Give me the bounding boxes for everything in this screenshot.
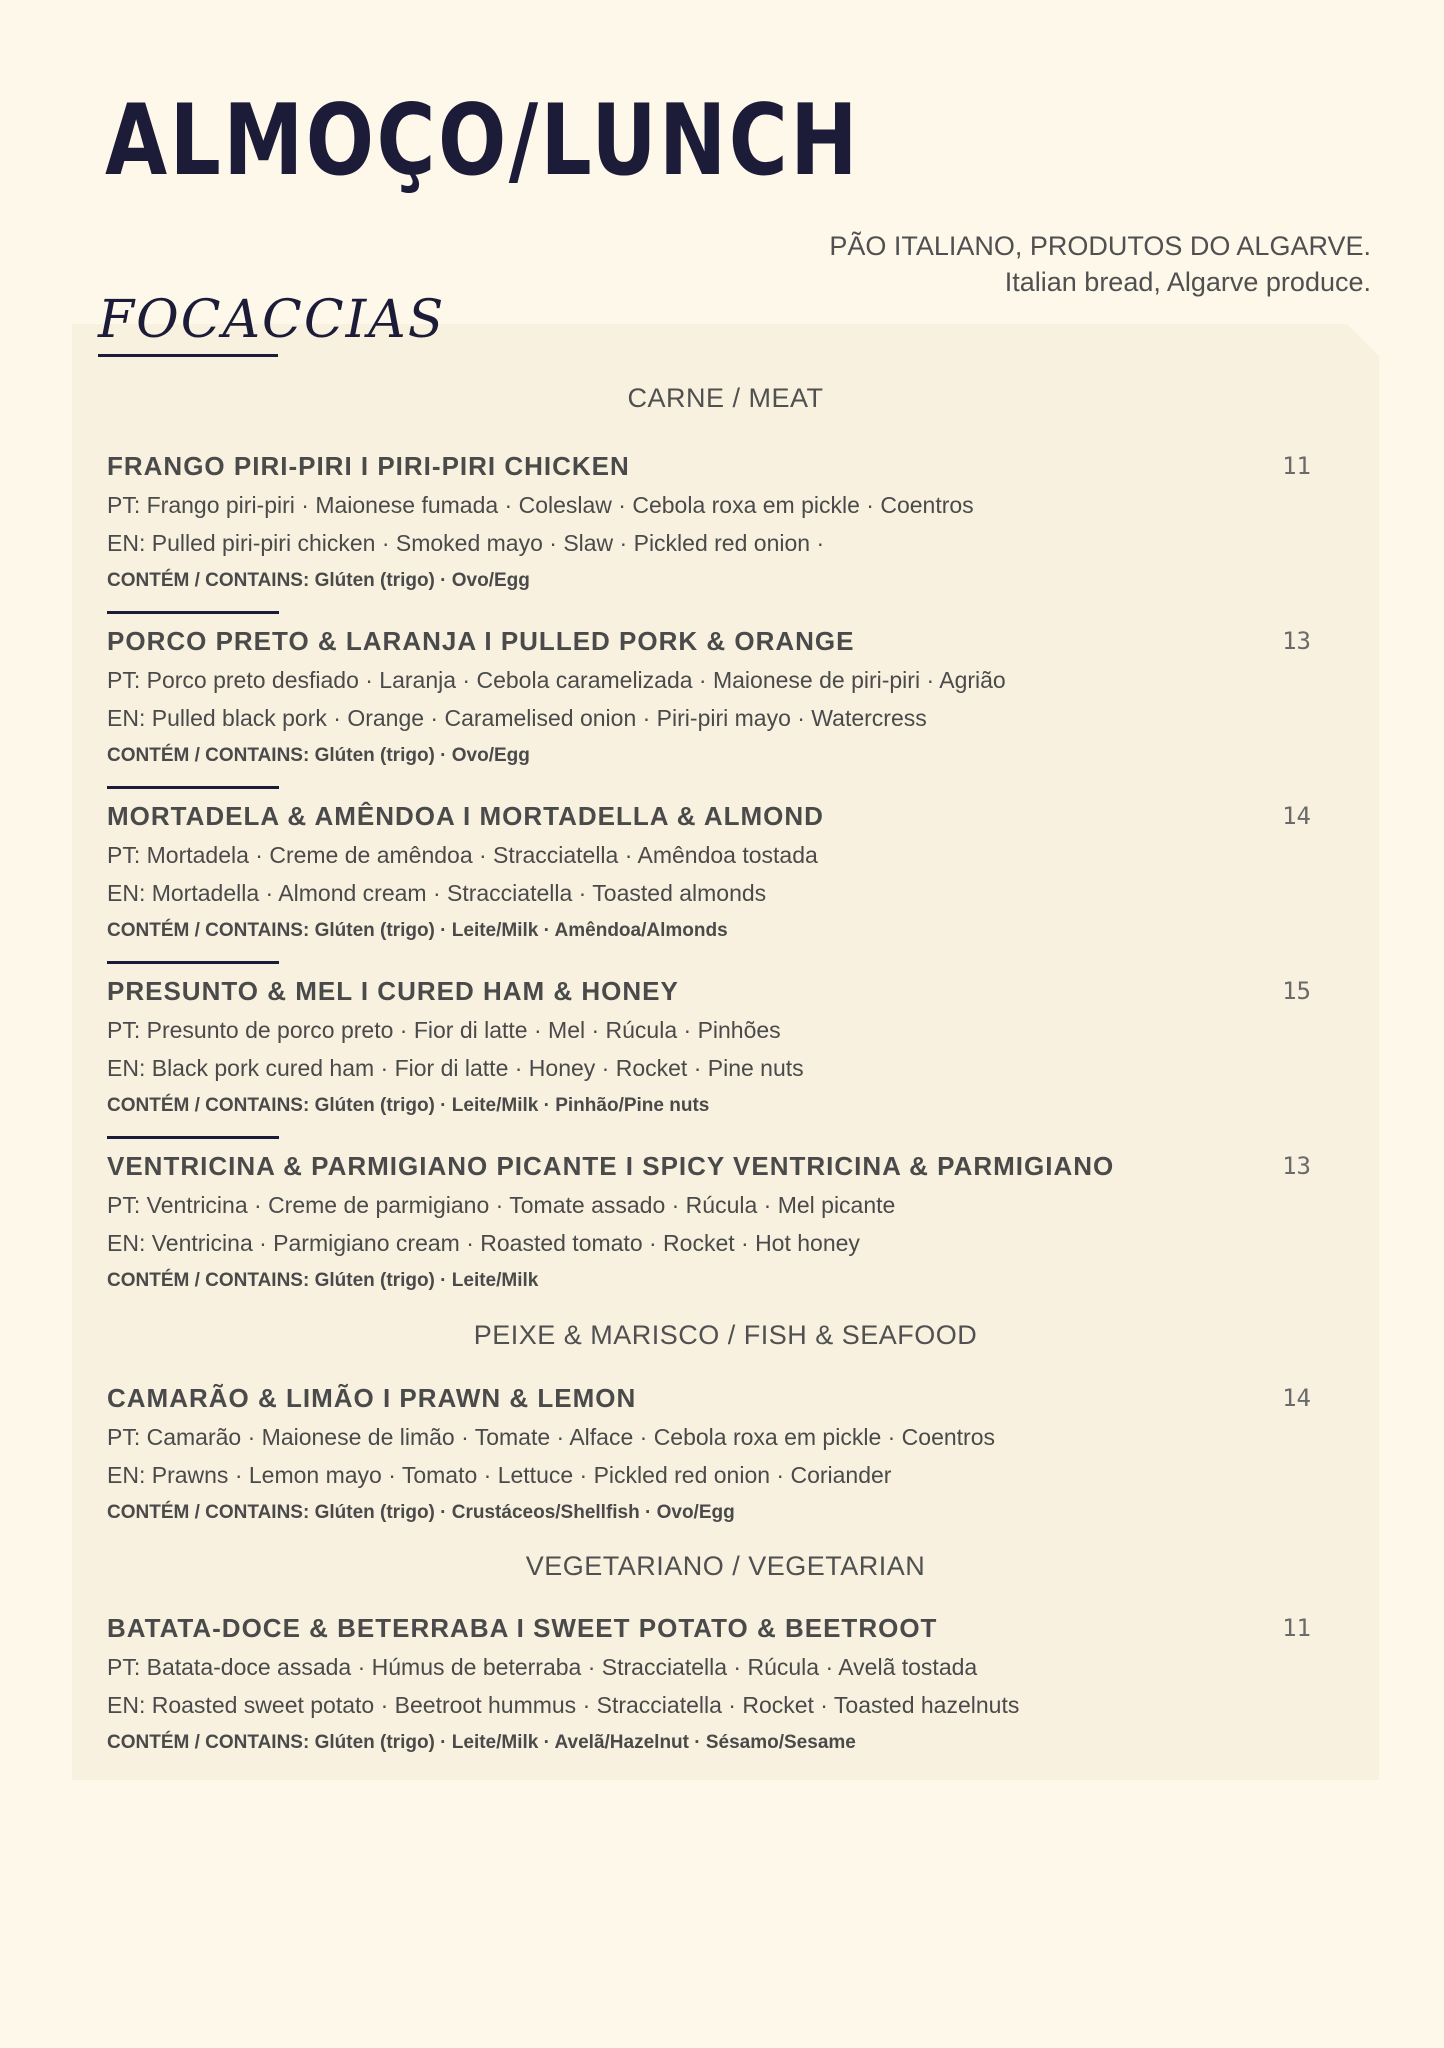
item-name: VENTRICINA & PARMIGIANO PICANTE I SPICY VENTRICINA & PARMIGIANO — [107, 1151, 1115, 1181]
item-description-pt: PT: Presunto de porco preto · Fior di latte · Mel · Rúcula · Pinhões — [107, 1017, 781, 1043]
menu-item — [107, 1150, 1337, 1300]
item-allergens: CONTÉM / CONTAINS: Glúten (trigo) · Leite/Milk · Avelã/Hazelnut · Sésamo/Sesame — [107, 1732, 856, 1753]
section-title-underline — [98, 354, 278, 357]
item-allergens: CONTÉM / CONTAINS: Glúten (trigo) · Leite/Milk · Pinhão/Pine nuts — [107, 1095, 710, 1116]
item-divider — [107, 786, 279, 789]
item-description-pt: PT: Porco preto desfiado · Laranja · Cebola caramelizada · Maionese de piri-piri · Agrião — [107, 667, 1006, 693]
item-price: 11 — [1282, 452, 1311, 480]
item-description-pt: PT: Batata-doce assada · Húmus de beterraba · Stracciatella · Rúcula · Avelã tostada — [107, 1654, 978, 1680]
item-divider — [107, 611, 279, 614]
item-description-pt: PT: Camarão · Maionese de limão · Tomate · Alface · Cebola roxa em pickle · Coentros — [107, 1424, 996, 1450]
section-title: FOCACCIAS — [98, 290, 446, 350]
item-name: PRESUNTO & MEL I CURED HAM & HONEY — [107, 976, 679, 1006]
subtitle-en: Italian bread, Algarve produce. — [1004, 267, 1371, 297]
menu-item — [107, 625, 1337, 775]
item-description-en: EN: Roasted sweet potato · Beetroot hummus · Stracciatella · Rocket · Toasted hazelnuts — [107, 1692, 1020, 1718]
item-description-en: EN: Mortadella · Almond cream · Stracciatella · Toasted almonds — [107, 880, 767, 906]
item-description-en: EN: Ventricina · Parmigiano cream · Roasted tomato · Rocket · Hot honey — [107, 1230, 860, 1256]
menu-item — [107, 1612, 1337, 1762]
item-divider — [107, 961, 279, 964]
category-fish: PEIXE & MARISCO / FISH & SEAFOOD — [473, 1320, 978, 1350]
category-vegetarian: VEGETARIANO / VEGETARIAN — [525, 1551, 926, 1581]
item-name: FRANGO PIRI-PIRI I PIRI-PIRI CHICKEN — [107, 451, 630, 481]
page-title: ALMOÇO/LUNCH — [105, 84, 860, 198]
item-name: CAMARÃO & LIMÃO I PRAWN & LEMON — [107, 1383, 637, 1413]
subtitle-pt: PÃO ITALIANO, PRODUTOS DO ALGARVE. — [829, 231, 1371, 261]
item-allergens: CONTÉM / CONTAINS: Glúten (trigo) · Ovo/Egg — [107, 570, 530, 591]
item-divider — [107, 1136, 279, 1139]
item-description-en: EN: Black pork cured ham · Fior di latte · Honey · Rocket · Pine nuts — [107, 1055, 804, 1081]
subtitle — [829, 228, 1371, 300]
menu-item — [107, 1382, 1337, 1532]
item-price: 13 — [1282, 627, 1311, 655]
item-name: MORTADELA & AMÊNDOA I MORTADELLA & ALMOND — [107, 801, 824, 831]
menu-item — [107, 450, 1337, 600]
item-description-en: EN: Prawns · Lemon mayo · Tomato · Lettuce · Pickled red onion · Coriander — [107, 1462, 892, 1488]
category-meat: CARNE / MEAT — [627, 383, 824, 413]
item-description-en: EN: Pulled piri-piri chicken · Smoked mayo · Slaw · Pickled red onion · — [107, 530, 825, 556]
menu-item — [107, 975, 1337, 1125]
item-price: 13 — [1282, 1152, 1311, 1180]
item-name: PORCO PRETO & LARANJA I PULLED PORK & ORANGE — [107, 626, 855, 656]
item-allergens: CONTÉM / CONTAINS: Glúten (trigo) · Ovo/Egg — [107, 745, 530, 766]
item-description-pt: PT: Ventricina · Creme de parmigiano · Tomate assado · Rúcula · Mel picante — [107, 1192, 896, 1218]
item-description-pt: PT: Mortadela · Creme de amêndoa · Stracciatella · Amêndoa tostada — [107, 842, 818, 868]
item-price: 14 — [1282, 1384, 1311, 1412]
item-price: 14 — [1282, 802, 1311, 830]
item-allergens: CONTÉM / CONTAINS: Glúten (trigo) · Crustáceos/Shellfish · Ovo/Egg — [107, 1502, 735, 1523]
item-description-pt: PT: Frango piri-piri · Maionese fumada · Coleslaw · Cebola roxa em pickle · Coentros — [107, 492, 974, 518]
item-description-en: EN: Pulled black pork · Orange · Caramelised onion · Piri-piri mayo · Watercress — [107, 705, 927, 731]
item-name: BATATA-DOCE & BETERRABA I SWEET POTATO & BEETROOT — [107, 1613, 938, 1643]
item-price: 11 — [1282, 1614, 1311, 1642]
item-price: 15 — [1282, 977, 1311, 1005]
item-allergens: CONTÉM / CONTAINS: Glúten (trigo) · Leite/Milk · Amêndoa/Almonds — [107, 920, 728, 941]
item-allergens: CONTÉM / CONTAINS: Glúten (trigo) · Leite/Milk — [107, 1270, 539, 1291]
menu-item — [107, 800, 1337, 950]
